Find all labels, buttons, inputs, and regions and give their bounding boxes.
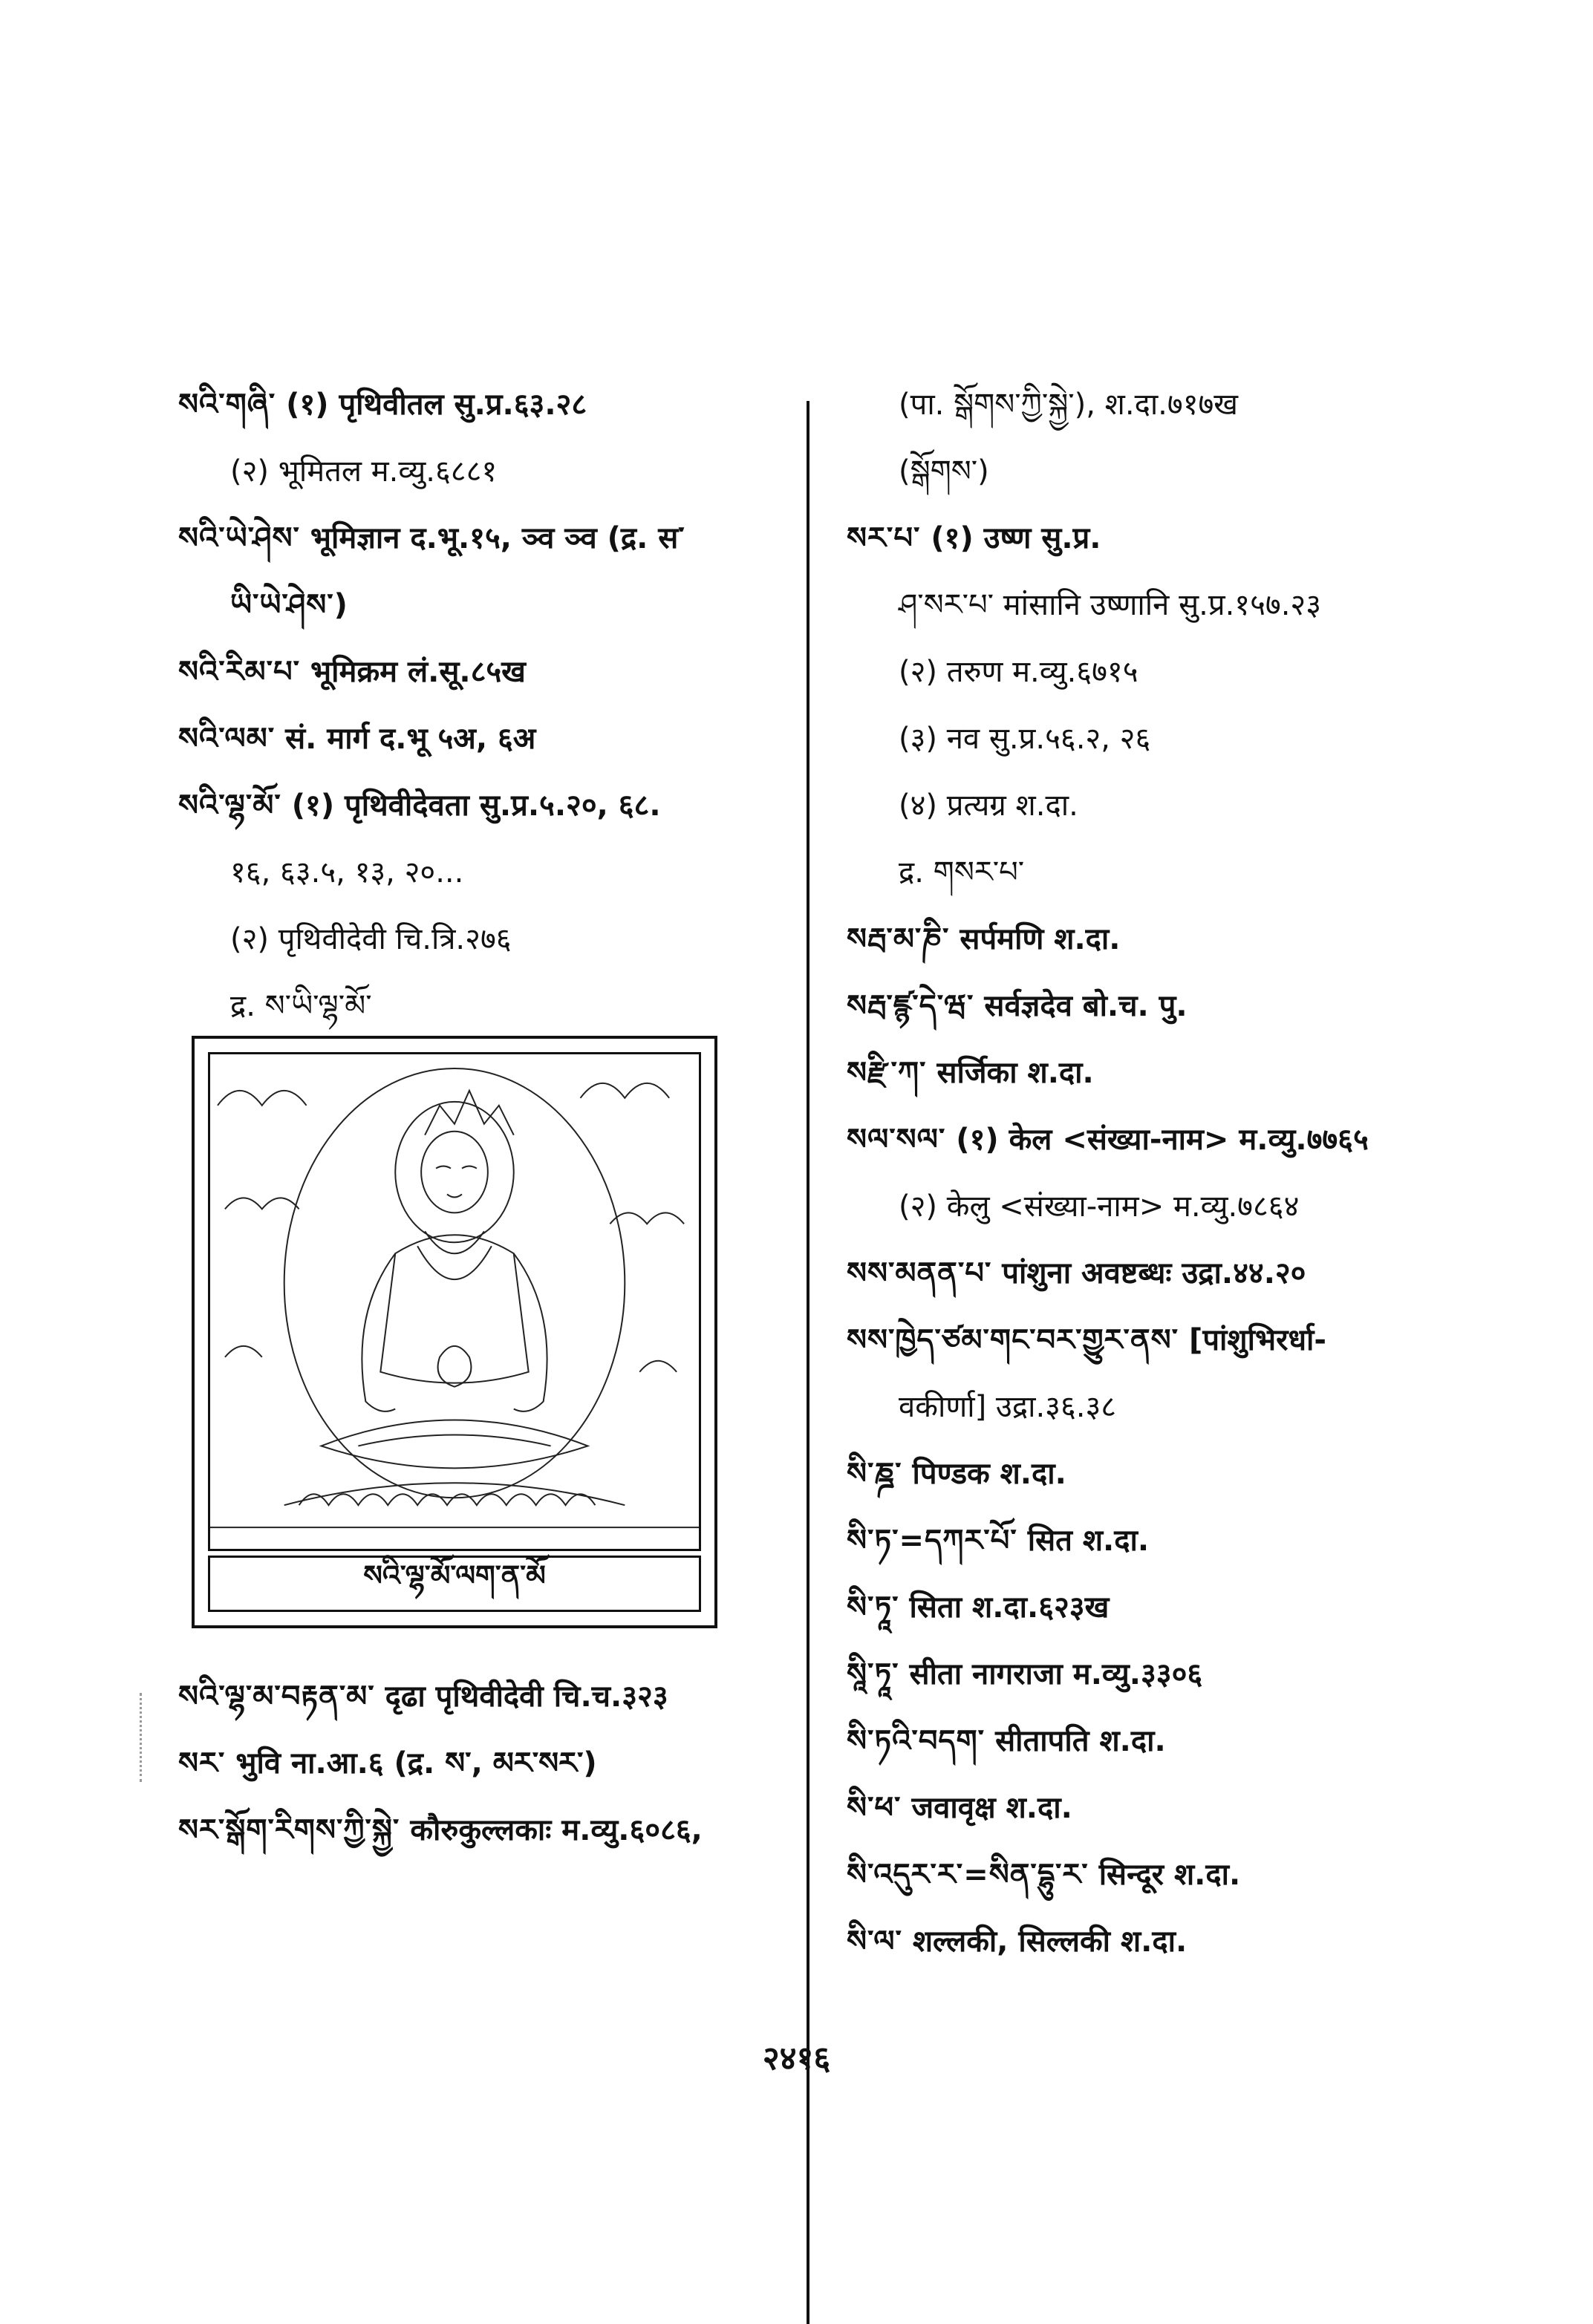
sanskrit-definition: (२) केलु <संख्या-नाम> म.व्यु.७८६४ xyxy=(899,1189,1300,1224)
sanskrit-definition: १६, ६३.५, १३, २०... xyxy=(230,855,464,890)
dictionary-entry xyxy=(178,639,787,705)
tibetan-headword: སི་འདུར་ར་=སིན་དྷུ་ར་ xyxy=(847,1858,1089,1892)
sanskrit-definition: सिन्दूर श.दा. xyxy=(1098,1858,1241,1892)
dictionary-entry xyxy=(178,906,787,973)
dictionary-entry xyxy=(847,1507,1456,1574)
illustration-caption xyxy=(208,1556,701,1612)
sanskrit-definition: (४) प्रत्यग्र श.दा. xyxy=(899,789,1078,823)
dictionary-entry xyxy=(178,438,787,505)
left-column-bottom xyxy=(178,1663,787,1864)
sanskrit-definition: सर्वज्ञदेव बो.च. पु. xyxy=(984,989,1188,1023)
page-number: २४१६ xyxy=(762,2040,831,2077)
dictionary-entry xyxy=(847,639,1456,705)
sanskrit-definition: सीता नागराजा म.व्यु.३३०६ xyxy=(909,1657,1203,1691)
tibetan-headword: སའི་གཞི་ xyxy=(178,388,276,422)
dictionary-entry xyxy=(178,1663,787,1730)
dictionary-entry xyxy=(847,371,1456,438)
tibetan-headword: སརྫི་ཀ་ xyxy=(847,1056,927,1090)
sanskrit-definition: भुवि ना.आ.६ (द्र. ས་, མར་སར་) xyxy=(235,1746,597,1780)
dictionary-entry xyxy=(178,839,787,906)
dictionary-entry xyxy=(847,1039,1456,1106)
tibetan-headword: སི་ལ་ xyxy=(847,1925,902,1959)
dictionary-entry xyxy=(178,371,787,438)
dictionary-entry xyxy=(847,772,1456,839)
sanskrit-definition: (१) पृथिवीदेवता सु.प्र.५.२०, ६८. xyxy=(291,789,661,823)
sanskrit-definition: ཤ་སར་པ་ मांसानि उष्णानि सु.प्र.१५७.२३ xyxy=(899,588,1322,622)
dictionary-entry xyxy=(847,438,1456,505)
tibetan-headword: སརྦ་ཛྙ་དེ་ཝ་ xyxy=(847,989,974,1023)
tibetan-headword: སལ་སལ་ xyxy=(847,1123,946,1157)
tibetan-headword: སི་ཏཱ་ xyxy=(847,1590,899,1625)
dictionary-entry xyxy=(847,1574,1456,1641)
sanskrit-definition: दृढा पृथिवीदेवी चि.च.३२३ xyxy=(385,1680,668,1714)
tibetan-headword: སའི་ལམ་ xyxy=(178,722,276,756)
sanskrit-definition: सर्जिका श.दा. xyxy=(936,1056,1094,1090)
tibetan-headword: སར་ xyxy=(178,1746,226,1780)
tibetan-headword: སས་མནན་པ་ xyxy=(847,1256,992,1290)
dictionary-entry xyxy=(847,1374,1456,1440)
sanskrit-definition: (१) केल <संख्या-नाम> म.व्यु.७७६५ xyxy=(956,1123,1369,1157)
sanskrit-definition: भूमिक्रम लं.सू.८५ख xyxy=(310,655,526,689)
tibetan-headword: སས་ཁྱེད་ཙམ་གང་བར་གྱུར་ནས་ xyxy=(847,1323,1179,1357)
caption-text: སའི་ལྷ་མོ་ལག་ན་མོ xyxy=(363,1558,546,1592)
dictionary-entry xyxy=(847,1106,1456,1173)
sanskrit-definition: भूमिज्ञान द.भू.१५, ञ्व ञ्व (द्र. स་ xyxy=(310,521,685,555)
sanskrit-definition: जवावृक्ष श.दा. xyxy=(911,1791,1072,1825)
sanskrit-definition: सीतापति श.दा. xyxy=(995,1724,1166,1758)
illustration-frame xyxy=(208,1052,701,1551)
sanskrit-definition: (पा. སྒོགས་ཀྱི་སྐྱེ་), श.दा.७१७ख xyxy=(899,388,1239,422)
tibetan-headword: སར་པ་ xyxy=(847,521,921,555)
sanskrit-definition: पिण्डक श.दा. xyxy=(912,1457,1066,1491)
dictionary-entry xyxy=(847,505,1456,572)
deity-illustration xyxy=(192,1036,717,1628)
dictionary-entry xyxy=(847,1708,1456,1775)
left-column xyxy=(178,371,787,1039)
sanskrit-definition: सित श.दा. xyxy=(1027,1524,1150,1558)
seated-deity-drawing xyxy=(210,1054,699,1549)
tibetan-headword: སི་ཕ་ xyxy=(847,1791,902,1825)
sanskrit-definition: कौरुकुल्लकाः म.व्यु.६०८६, xyxy=(410,1813,703,1847)
dictionary-entry xyxy=(178,1797,787,1864)
tibetan-headword: སའི་རིམ་པ་ xyxy=(178,655,301,689)
sanskrit-definition: पांशुना अवष्टब्धः उद्रा.४४.२० xyxy=(1002,1256,1306,1290)
sanskrit-definition: सं. मार्ग द.भू ५अ, ६अ xyxy=(285,722,536,756)
tibetan-headword: སར་སྒོག་རིགས་ཀྱི་སྐྱེ་ xyxy=(178,1813,400,1847)
dictionary-entry xyxy=(847,973,1456,1039)
sanskrit-definition: (१) उष्ण सु.प्र. xyxy=(931,521,1101,555)
dictionary-entry xyxy=(847,1775,1456,1841)
sanskrit-definition: सिता श.दा.६२३ख xyxy=(909,1590,1110,1625)
dictionary-entry xyxy=(178,1730,787,1797)
dictionary-entry xyxy=(178,772,787,839)
tibetan-headword: ཡི་ཡེ་ཤེས་) xyxy=(230,588,348,622)
sanskrit-definition: वकीर्णा] उद्रा.३६.३८ xyxy=(899,1390,1117,1424)
tibetan-headword: སཱི་ཏཱ་ xyxy=(847,1657,899,1691)
sanskrit-definition: (३) नव सु.प्र.५६.२, २६ xyxy=(899,722,1151,756)
sanskrit-definition: सर्पमणि श.दा. xyxy=(960,922,1121,956)
dictionary-entry xyxy=(847,1641,1456,1708)
tibetan-headword: སི་ཏ་=དཀར་པོ་ xyxy=(847,1524,1017,1558)
dictionary-entry xyxy=(178,572,787,639)
dictionary-entry xyxy=(847,839,1456,906)
tibetan-headword: སརྦ་མ་ཎི་ xyxy=(847,922,950,956)
sanskrit-definition: (२) भूमितल म.व्यु.६८८१ xyxy=(230,454,498,489)
sanskrit-definition: [पांशुभिरर्धा- xyxy=(1189,1323,1327,1357)
sanskrit-definition: शल्लकी, सिल्लकी श.दा. xyxy=(912,1925,1188,1959)
sanskrit-definition: (སྒོགས་) xyxy=(899,454,989,489)
dictionary-entry xyxy=(847,1307,1456,1374)
sanskrit-definition: द्र. གསར་པ་ xyxy=(899,855,1025,890)
tibetan-headword: སའི་ལྷ་མ་བརྟན་མ་ xyxy=(178,1680,375,1714)
dictionary-entry xyxy=(847,705,1456,772)
tibetan-headword: སའི་ཡེ་ཤེས་ xyxy=(178,521,300,555)
dictionary-entry xyxy=(847,1440,1456,1507)
margin-dots xyxy=(140,1693,145,1782)
sanskrit-definition: (१) पृथिवीतल सु.प्र.६३.२८ xyxy=(286,388,587,422)
sanskrit-definition: (२) तरुण म.व्यु.६७१५ xyxy=(899,655,1138,689)
dictionary-entry xyxy=(847,1841,1456,1908)
sanskrit-definition: (२) पृथिवीदेवी चि.त्रि.२७६ xyxy=(230,922,512,956)
dictionary-entry xyxy=(847,1908,1456,1975)
tibetan-headword: སའི་ལྷ་མོ་ xyxy=(178,789,281,823)
dictionary-entry xyxy=(178,505,787,572)
dictionary-entry xyxy=(847,1240,1456,1307)
tibetan-headword: སི་ཎྜ་ xyxy=(847,1457,902,1491)
dictionary-entry xyxy=(178,973,787,1039)
sanskrit-definition: द्र. ས་ཡི་ལྷ་མོ་ xyxy=(230,989,372,1023)
dictionary-entry xyxy=(178,705,787,772)
dictionary-entry xyxy=(847,572,1456,639)
tibetan-headword: སི་ཏའི་བདག་ xyxy=(847,1724,986,1758)
dictionary-entry xyxy=(847,906,1456,973)
right-column xyxy=(847,371,1456,1975)
dictionary-entry xyxy=(847,1173,1456,1240)
